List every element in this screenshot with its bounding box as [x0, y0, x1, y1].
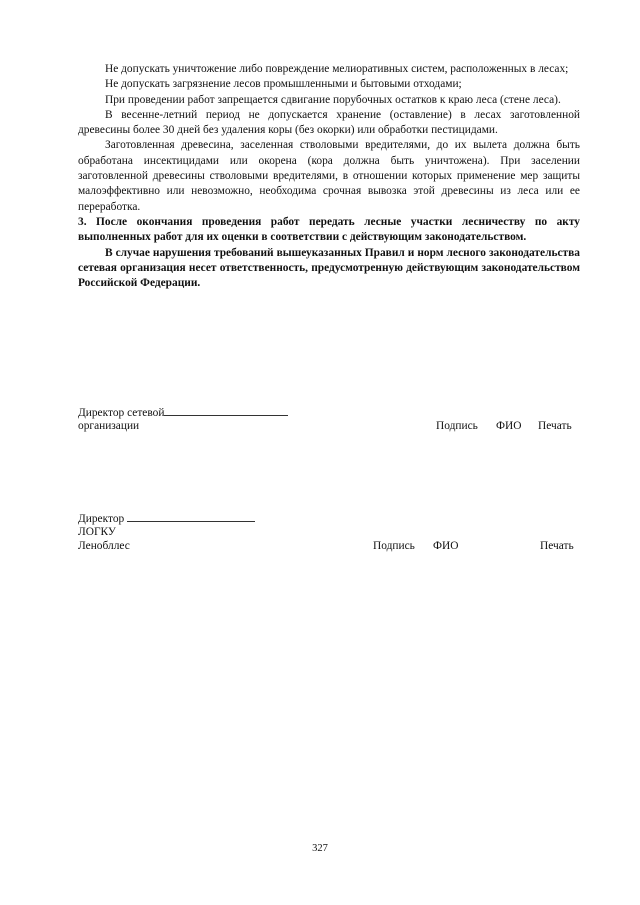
paragraph-pests: Заготовленная древесина, заселенная стволовыми вредителями, до их вылета должна быть обработана инсектицидами или окорена (кора должна быть уничтожена). При заселении заготовленной древесины стволовыми вредителями, в отношении которых применение мер защиты малоэффективно или невозможно, необходима срочная вывозка этой древесины из леса или ее переработка. — [78, 139, 580, 213]
document-body — [78, 62, 580, 291]
paragraph-logging-residue: При проведении работ запрещается сдвигание порубочных остатков к краю леса (стене леса). — [105, 93, 561, 106]
signature2-title-line3: Ленобллес — [78, 540, 130, 552]
signature1-title-line2: организации — [78, 420, 140, 432]
signature1-name-label: ФИО — [496, 420, 522, 432]
paragraph-pollution: Не допускать загрязнение лесов промышленными и бытовыми отходами; — [105, 78, 462, 91]
signature1-line — [164, 405, 288, 416]
signature2-stamp-label: Печать — [540, 540, 574, 552]
signature2-line — [127, 511, 255, 522]
signature1-stamp-label: Печать — [538, 420, 572, 432]
signature1-title — [78, 405, 288, 420]
paragraph-melioration: Не допускать уничтожение либо повреждение мелиоративных систем, расположенных в лесах; — [105, 63, 569, 75]
page-number: 327 — [312, 843, 328, 854]
signature1-sign-label: Подпись — [436, 420, 478, 432]
paragraph-storage: В весенне-летний период не допускается хранение (оставление) в лесах заготовленной древесины более 30 дней без удаления коры (без окорки) или обработки пестицидами. — [78, 108, 580, 137]
signature2-name-label: ФИО — [433, 540, 459, 552]
signature2-sign-label: Подпись — [373, 540, 415, 552]
signature1-title-line1: Директор сетевой — [78, 407, 165, 419]
signature2-title — [78, 511, 255, 526]
paragraph-handover: 3. После окончания проведения работ передать лесные участки лесничеству по акту выполненных работ для их оценки в соответствии с действующим законодательством. — [78, 215, 580, 244]
signature2-title-line2: ЛОГКУ — [78, 526, 116, 538]
paragraph-liability: В случае нарушения требований вышеуказанных Правил и норм лесного законодательства сетевая организация несет ответственность, предусмотренную действующим законодательством Российской Федерации. — [78, 246, 580, 290]
signature2-title-line1: Директор — [78, 513, 125, 525]
